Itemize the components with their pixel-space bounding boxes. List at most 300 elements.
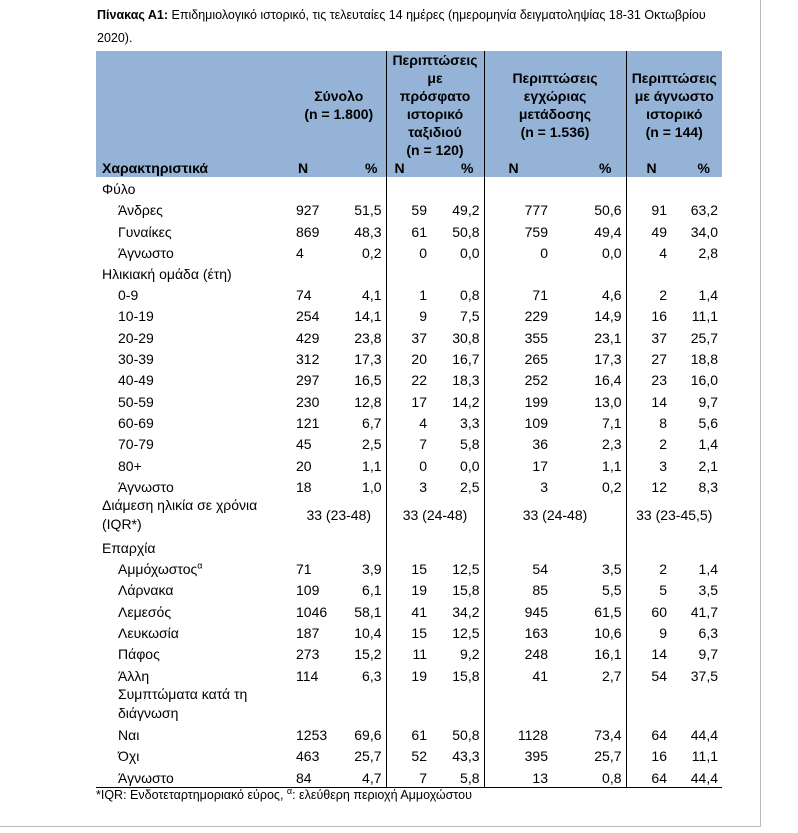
empty-cell [386,262,431,283]
empty-cell [342,262,386,283]
count-cell: 759 [484,219,552,240]
percent-cell: 30,8 [452,329,480,346]
percent-cell: 0,2 [602,478,622,495]
table-row [96,744,722,765]
count-cell: 84 [292,765,342,787]
count-cell: 11 [386,642,431,663]
empty-cell [342,536,386,557]
table-row [96,765,722,787]
count-cell: 22 [386,368,431,389]
table-row [96,723,722,744]
count-cell: 1128 [484,723,552,744]
percent-cell: 49,2 [452,202,480,219]
median-value: 33 (24-48) [484,496,626,536]
row-label [96,621,292,642]
header-n: N [626,159,671,177]
count-cell: 2 [626,557,671,578]
row-label [96,304,292,325]
empty-cell [431,262,484,283]
percent-cell: 6,3 [698,625,718,642]
row-label-text: 60-69 [118,414,154,431]
percent-cell: 13,0 [594,393,622,410]
header-pct: % [552,159,626,177]
row-label [96,663,292,684]
header-n: N [292,159,342,177]
group-header-line: Περιπτώσεις [512,70,598,86]
count-cell: 54 [626,663,671,684]
count-cell: 2 [626,432,671,453]
percent-cell: 49,4 [594,223,622,240]
section-header-row [96,685,722,723]
percent-cell: 12,5 [452,625,480,642]
table-row [96,578,722,599]
empty-cell [292,262,342,283]
count-cell: 74 [296,287,312,304]
group-header-line: πρόσφατο [399,88,471,104]
percent-cell: 73,4 [594,726,622,743]
percent-cell: 16,4 [594,372,622,389]
empty-cell [484,685,552,723]
table-row [96,389,722,410]
percent-cell: 8,3 [698,478,718,495]
empty-cell [626,536,671,557]
row-label-sup: α [197,560,203,571]
header-n: N [386,159,431,177]
count-cell: 927 [296,202,320,219]
percent-cell: 23,8 [354,329,382,346]
percent-cell: 7,5 [460,308,480,325]
header-pct: % [431,159,484,177]
percent-cell: 15,2 [354,646,382,663]
count-cell: 27 [626,347,671,368]
percent-cell: 25,7 [354,748,382,765]
section-title: Ηλικιακή ομάδα (έτη) [102,265,232,282]
count-cell: 163 [484,621,552,642]
percent-cell: 6,1 [362,582,382,599]
count-cell: 19 [386,663,431,684]
count-cell: 7 [386,765,431,787]
empty-cell [552,262,626,283]
table-row [96,198,722,219]
count-cell: 52 [386,744,431,765]
percent-cell: 1,1 [602,457,622,474]
count-cell: 36 [484,432,552,453]
empty-cell [386,685,431,723]
percent-cell: 5,5 [602,582,622,599]
percent-cell: 2,3 [602,436,622,453]
percent-cell: 3,3 [460,414,480,431]
percent-cell: 1,0 [362,478,382,495]
row-label [96,578,292,599]
count-cell: 60 [626,599,671,620]
table-row [96,411,722,432]
count-cell: 254 [296,308,320,325]
group-header-line: Περιπτώσεις [631,70,717,86]
count-cell: 5 [626,578,671,599]
percent-cell: 11,1 [691,748,718,765]
count-cell: 17 [386,389,431,410]
percent-cell: 5,8 [431,765,484,787]
section-header-row [96,177,722,198]
empty-cell [552,685,626,723]
count-cell: 230 [296,393,320,410]
percent-cell: 1,4 [698,561,718,578]
row-label [96,475,292,496]
section-title: Επαρχία [102,539,156,556]
percent-cell: 16,0 [690,372,718,389]
percent-cell: 5,6 [698,414,718,431]
percent-cell: 6,7 [362,414,382,431]
row-label-text: Ναι [118,726,140,743]
percent-cell: 34,2 [452,603,480,620]
row-label [96,241,292,262]
empty-cell [342,685,386,723]
count-cell: 59 [386,198,431,219]
count-cell: 23 [626,368,671,389]
section-title: Φύλο [102,181,136,197]
count-cell: 121 [296,414,320,431]
row-label-text: Άγνωστο [118,478,174,495]
group-header-line: (n = 120) [406,142,464,158]
count-cell: 64 [626,723,671,744]
section-header-row [96,262,722,283]
row-label-text: Γυναίκες [118,223,172,240]
row-label [96,411,292,432]
count-cell: 2 [626,283,671,304]
empty-cell [671,536,722,557]
count-cell: 15 [386,621,431,642]
percent-cell: 0,8 [460,287,480,304]
empty-cell [484,262,552,283]
footnote-sup: α [286,785,293,796]
empty-cell [386,177,431,198]
percent-cell: 25,7 [690,329,718,346]
count-cell: 91 [626,198,671,219]
row-label-text: Λάρνακα [118,582,174,599]
percent-cell: 16,1 [594,646,622,663]
percent-cell: 2,1 [698,457,718,474]
percent-cell: 63,2 [690,202,718,219]
count-cell: 49 [626,219,671,240]
percent-cell: 4,6 [602,287,622,304]
count-cell: 14 [626,642,671,663]
caption-text: Επιδημιολογικό ιστορικό, τις τελευταίες 14 ημέρες (ημερομηνία δειγματοληψίας 18-31 Οκτωβρίου 2020). [97,8,706,45]
empty-cell [431,536,484,557]
percent-cell: 7,1 [602,414,622,431]
count-cell: 187 [296,625,320,642]
count-cell: 37 [386,325,431,346]
count-cell: 20 [386,347,431,368]
table-row [96,283,722,304]
percent-cell: 10,6 [594,625,622,642]
row-label-text: Άγνωστο [118,769,174,786]
group-header-line: (n = 1.536) [520,124,590,140]
row-label-text: 50-59 [118,393,154,410]
percent-cell: 1,4 [698,287,718,304]
count-cell: 395 [484,744,552,765]
count-cell: 0 [484,241,552,262]
row-label-text: Άλλη [118,667,150,684]
count-cell: 229 [484,304,552,325]
percent-cell: 4,1 [362,287,382,304]
table-row [96,663,722,684]
empty-cell [552,177,626,198]
percent-cell: 18,8 [690,351,718,368]
percent-cell: 23,1 [594,329,622,346]
count-cell: 0 [386,241,431,262]
header-characteristics: Χαρακτηριστικά [96,159,292,177]
count-cell: 85 [484,578,552,599]
empty-cell [292,536,342,557]
group-header-line: (n = 144) [645,124,703,140]
percent-cell: 12,8 [354,393,382,410]
percent-cell: 2,5 [362,436,382,453]
percent-cell: 3,9 [362,561,382,578]
count-cell: 199 [484,389,552,410]
group-header-line: ιστορικό [406,106,464,122]
group-header-line: (n = 1.800) [304,106,374,122]
percent-cell: 43,3 [452,748,480,765]
empty-cell [342,177,386,198]
count-cell: 71 [484,283,552,304]
percent-cell: 10,4 [354,625,382,642]
median-value: 33 (23-45,5) [626,496,722,536]
median-value: 33 (24-48) [386,496,484,536]
percent-cell: 2,8 [698,244,718,261]
count-cell: 19 [386,578,431,599]
count-cell: 109 [296,582,320,599]
count-cell: 14 [626,389,671,410]
section-header-row [96,536,722,557]
row-label-text: Λεμεσός [118,603,172,620]
row-label-text: Άνδρες [118,202,163,219]
percent-cell: 51,5 [354,202,382,219]
empty-cell [626,685,671,723]
percent-cell: 0,8 [552,765,626,787]
count-cell: 41 [386,599,431,620]
table-row-median-age [96,496,722,536]
percent-cell: 4,7 [342,765,386,787]
count-cell: 9 [386,304,431,325]
percent-cell: 6,3 [362,667,382,684]
row-label-text: 80+ [118,457,142,474]
row-label [96,219,292,240]
row-label-text: 20-29 [118,329,154,346]
table-row [96,621,722,642]
percent-cell: 50,6 [594,202,622,219]
percent-cell: 1,1 [362,457,382,474]
footnote-text: *IQR: Ενδοτεταρτημοριακό εύρος, [96,788,287,802]
row-label [96,389,292,410]
percent-cell: 61,5 [594,603,622,620]
count-cell: 945 [484,599,552,620]
row-label-text: Αμμόχωστος [118,561,198,578]
percent-cell: 2,5 [460,478,480,495]
percent-cell: 0,0 [602,244,622,261]
count-cell: 1046 [296,603,328,620]
count-cell: 3 [386,475,431,496]
table-row [96,599,722,620]
count-cell: 16 [626,744,671,765]
percent-cell: 9,7 [698,393,718,410]
table-row [96,219,722,240]
row-label: Διάμεση ηλικία σε χρόνια (IQR*) [102,496,258,532]
empty-cell [431,177,484,198]
count-cell: 869 [296,223,320,240]
count-cell: 248 [484,642,552,663]
count-cell: 4 [386,411,431,432]
percent-cell: 3,5 [698,582,718,599]
table-row [96,241,722,262]
count-cell: 3 [626,453,671,474]
count-cell: 71 [296,561,312,578]
count-cell: 37 [626,325,671,346]
count-cell: 4 [626,241,671,262]
table-row [96,347,722,368]
row-label [96,599,292,620]
group-header-line: Σύνολο [314,88,364,104]
percent-cell: 5,8 [460,436,480,453]
count-cell: 114 [296,667,319,684]
percent-cell: 14,9 [594,308,622,325]
count-cell: 54 [484,557,552,578]
epidemiology-table [96,51,722,788]
percent-cell: 16,5 [354,372,382,389]
empty-cell [292,177,342,198]
percent-cell: 9,7 [698,646,718,663]
count-cell: 45 [296,436,312,453]
count-cell: 18 [296,478,312,495]
count-cell: 16 [626,304,671,325]
count-cell: 17 [484,453,552,474]
percent-cell: 0,0 [460,244,480,261]
row-label-text: Όχι [118,748,140,765]
empty-cell [671,685,722,723]
row-label [96,325,292,346]
percent-cell: 18,3 [452,372,480,389]
count-cell: 429 [296,329,320,346]
table-row [96,368,722,389]
count-cell: 4 [296,244,304,261]
empty-cell [626,177,671,198]
percent-cell: 58,1 [354,603,382,620]
count-cell: 7 [386,432,431,453]
percent-cell: 15,8 [452,667,480,684]
percent-cell: 3,5 [602,561,622,578]
header-pct: % [671,159,722,177]
percent-cell: 50,8 [452,223,480,240]
row-label-text: 70-79 [118,436,154,453]
count-cell: 0 [386,453,431,474]
empty-cell [671,262,722,283]
count-cell: 61 [386,723,431,744]
count-cell: 41 [484,663,552,684]
header-pct: % [342,159,386,177]
count-cell: 1253 [296,726,328,743]
table-caption [97,4,737,50]
count-cell: 777 [484,198,552,219]
count-cell: 273 [296,646,320,663]
group-header-unknown [626,51,722,159]
row-label-text: 0-9 [118,287,139,304]
row-label [96,198,292,219]
group-header-line: με [427,70,443,86]
count-cell: 9 [626,621,671,642]
percent-cell: 17,3 [594,351,622,368]
empty-cell [292,685,342,723]
row-label [96,723,292,744]
row-label-text: 30-39 [118,351,154,368]
count-cell: 15 [386,557,431,578]
percent-cell: 44,4 [671,765,722,787]
group-header-line: με άγνωστο [634,88,714,104]
row-label-text: 40-49 [118,372,154,389]
footnote-text-end: : ελεύθερη περιοχή Αμμοχώστου [292,788,472,802]
empty-cell [386,536,431,557]
count-cell: 3 [484,475,552,496]
group-header-line: μετάδοσης [518,106,592,122]
count-cell: 20 [296,457,312,474]
table-row [96,304,722,325]
count-cell: 252 [484,368,552,389]
row-label [96,453,292,474]
group-header-line: ταξιδιού [408,124,462,140]
table-row [96,475,722,496]
percent-cell: 2,7 [602,667,622,684]
empty-cell [484,177,552,198]
count-cell: 1 [386,283,431,304]
table-row [96,642,722,663]
count-cell: 265 [484,347,552,368]
percent-cell: 0,0 [460,457,480,474]
count-cell: 61 [386,219,431,240]
percent-cell: 41,7 [690,603,718,620]
empty-cell [552,536,626,557]
caption-prefix: Πίνακας Α1: [97,8,169,22]
percent-cell: 11,1 [691,308,718,325]
table-footnote [96,785,472,802]
count-cell: 8 [626,411,671,432]
row-label [96,765,292,787]
empty-cell [484,536,552,557]
percent-cell: 9,2 [460,646,480,663]
percent-cell: 44,4 [690,726,718,743]
percent-cell: 37,5 [690,667,718,684]
row-label-text: Λευκωσία [118,625,179,642]
empty-cell [671,177,722,198]
count-cell: 109 [484,411,552,432]
empty-cell [626,262,671,283]
group-header-travel [386,51,484,159]
row-label-text: 10-19 [118,308,154,325]
header-blank [96,51,292,159]
percent-cell: 48,3 [354,223,382,240]
count-cell: 297 [296,372,320,389]
percent-cell: 0,2 [362,244,382,261]
row-label-text: Πάφος [118,646,160,663]
group-header-line: ιστορικό [646,106,703,122]
row-label [96,557,292,578]
percent-cell: 14,2 [452,393,480,410]
count-cell: 312 [296,351,320,368]
empty-cell [431,685,484,723]
row-label [96,642,292,663]
median-value: 33 (23-48) [306,507,372,524]
row-label [96,368,292,389]
percent-cell: 15,8 [452,582,480,599]
count-cell: 12 [626,475,671,496]
group-header-line: εγχώριας [523,88,587,104]
